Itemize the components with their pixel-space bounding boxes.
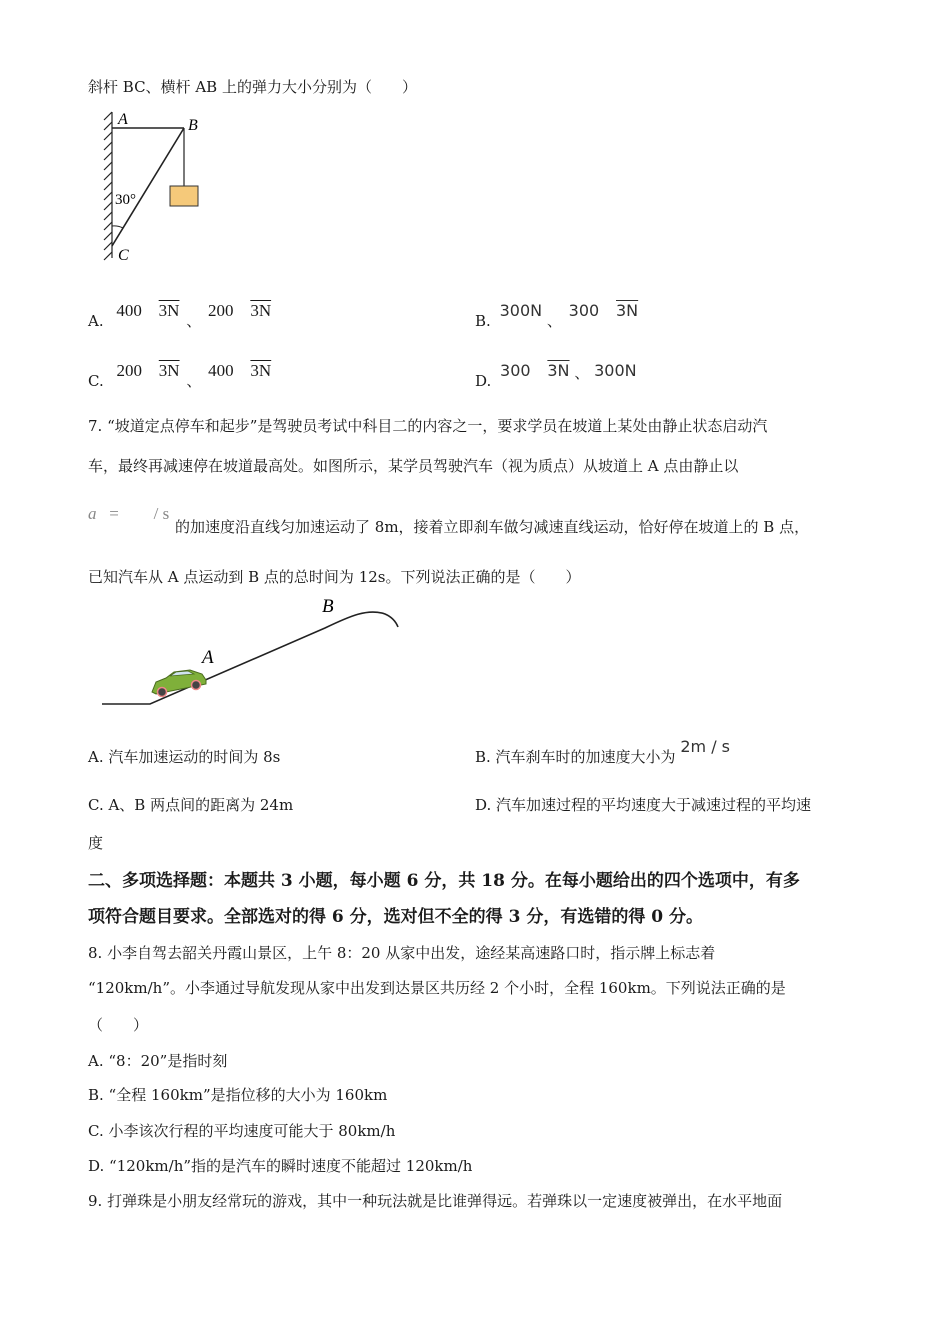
label-c: C (118, 247, 129, 264)
q8-option-b[interactable]: B. “全程 160km”是指位移的大小为 160km (88, 1086, 388, 1104)
section2-header-line2: 项符合题目要求。全部选对的得 6 分，选对但不全的得 3 分，有选错的得 0 分。 (88, 907, 703, 927)
label-a: A (202, 647, 214, 668)
q8-stem-line1: 8. 小李自驾去韶关丹霞山景区，上午 8：20 从家中出发，途经某高速路口时，指示牌上标志着 (88, 944, 716, 962)
q6-stem: 斜杆 BC、横杆 AB 上的弹力大小分别为（ ） (88, 78, 417, 96)
sqrt-3: 3N (547, 361, 570, 380)
q7-formula: a = / s (88, 504, 170, 523)
q7-option-c[interactable]: C. A、B 两点间的距离为 24m (88, 796, 294, 814)
q7-stem-line3: 的加速度沿直线匀加速运动了 8m，接着立即刹车做匀减速直线运动，恰好停在坡道上的 B 点， (175, 518, 810, 536)
q6-option-d[interactable]: D. 300 3N 、 300N (475, 361, 637, 390)
label-b: B (322, 596, 334, 617)
slope-road (102, 612, 398, 704)
q7-stem-line4: 已知汽车从 A 点运动到 B 点的总时间为 12s。下列说法正确的是（ ） (88, 568, 581, 586)
q7-figure (100, 594, 405, 714)
section2-header-line1: 二、多项选择题：本题共 3 小题，每小题 6 分，共 18 分。在每小题给出的四个选项中，有多 (88, 871, 800, 891)
q8-option-a[interactable]: A. “8：20”是指时刻 (88, 1052, 228, 1070)
q7-option-b[interactable]: B. 汽车刹车时的加速度大小为 2m / s (475, 737, 731, 766)
q8-stem-line3: （ ） (88, 1016, 149, 1034)
label-b: B (188, 117, 198, 134)
q8-option-d[interactable]: D. “120km/h”指的是汽车的瞬时速度不能超过 120km/h (88, 1157, 473, 1175)
angle-label: 30° (115, 192, 136, 208)
q6-option-c[interactable]: C. 200 3N 、 400 3N (88, 361, 272, 390)
q7-stem-line2: 车，最终再减速停在坡道最高处。如图所示，某学员驾驶汽车（视为质点）从坡道上 A 点由静止以 (88, 457, 739, 475)
sqrt-3: 3N (158, 301, 180, 320)
q7-option-d[interactable]: D. 汽车加速过程的平均速度大于减速过程的平均速 (475, 796, 812, 814)
q6-figure (96, 108, 216, 268)
q9-stem-line1: 9. 打弹珠是小朋友经常玩的游戏，其中一种玩法就是比谁弹得远。若弹珠以一定速度被弹出，在水平地面 (88, 1192, 783, 1210)
q8-option-c[interactable]: C. 小李该次行程的平均速度可能大于 80km/h (88, 1122, 396, 1140)
q7-option-d-cont: 度 (88, 834, 104, 852)
sqrt-3: 3N (250, 301, 272, 320)
q7-option-a[interactable]: A. 汽车加速运动的时间为 8s (88, 748, 281, 766)
sqrt-3: 3N (250, 361, 272, 380)
sqrt-3: 3N (158, 361, 180, 380)
q7-stem-line1: 7. “坡道定点停车和起步”是驾驶员考试中科目二的内容之一，要求学员在坡道上某处由静止状态启动汽 (88, 417, 768, 435)
hanging-weight (170, 186, 198, 206)
car-icon (152, 670, 206, 697)
q6-option-a[interactable]: A. 400 3N 、 200 3N (88, 301, 272, 330)
q6-option-b[interactable]: B. 300N 、 300 3N (475, 301, 639, 330)
q8-stem-line2: “120km/h”。小李通过导航发现从家中出发到达景区共历经 2 个小时，全程 160km。下列说法正确的是 (88, 979, 786, 997)
sqrt-3: 3N (616, 301, 639, 320)
label-a: A (118, 111, 128, 128)
